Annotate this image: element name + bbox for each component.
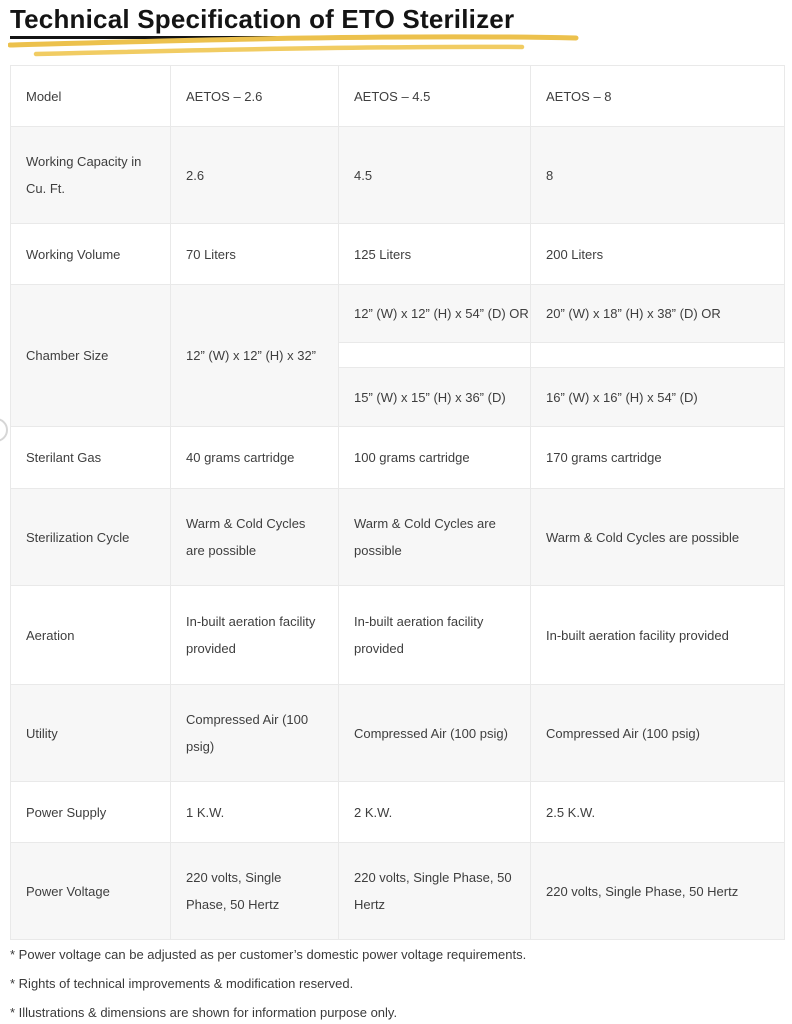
row-label-sterilant-gas: Sterilant Gas: [11, 427, 171, 489]
table-row-aeration: [11, 586, 785, 685]
cell-model-aetos-4-5: AETOS – 4.5: [339, 66, 531, 127]
cell-power-voltage-aetos-8: 220 volts, Single Phase, 50 Hertz: [531, 843, 785, 940]
cell-power-voltage-aetos-2-6: 220 volts, Single Phase, 50 Hertz: [171, 843, 339, 940]
footnote-power-voltage: * Power voltage can be adjusted as per customer’s domestic power voltage requirements.: [10, 947, 527, 962]
cell-utility-aetos-4-5: Compressed Air (100 psig): [339, 685, 531, 782]
table-row-utility: [11, 685, 785, 782]
table-row-power-voltage: [11, 843, 785, 940]
cell-chamber-size-aetos-2-6: 12” (W) x 12” (H) x 32”: [171, 285, 339, 427]
cell-working-capacity-aetos-8: 8: [531, 127, 785, 224]
footnotes: [10, 940, 792, 1024]
chamber-size-spacer-cell: [531, 343, 785, 368]
cell-chamber-size-aetos-4-5-option-1: 12” (W) x 12” (H) x 54” (D) OR: [339, 285, 531, 343]
footnote-illustrations: * Illustrations & dimensions are shown for information purpose only.: [10, 1005, 398, 1020]
row-label-utility: Utility: [11, 685, 171, 782]
cell-sterilant-gas-aetos-8: 170 grams cartridge: [531, 427, 785, 489]
cell-working-volume-aetos-2-6: 70 Liters: [171, 224, 339, 285]
edge-floating-widget[interactable]: [0, 418, 8, 442]
cell-model-aetos-8: AETOS – 8: [531, 66, 785, 127]
row-label-aeration: Aeration: [11, 586, 171, 685]
cell-power-voltage-aetos-4-5: 220 volts, Single Phase, 50 Hertz: [339, 843, 531, 940]
cell-sterilization-cycle-aetos-8: Warm & Cold Cycles are possible: [531, 489, 785, 586]
chamber-size-spacer-cell: [339, 343, 531, 368]
table-row-working-capacity: [11, 127, 785, 224]
table-row-sterilization-cycle: [11, 489, 785, 586]
cell-power-supply-aetos-4-5: 2 K.W.: [339, 782, 531, 843]
row-label-working-capacity: Working Capacity in Cu. Ft.: [11, 127, 171, 224]
specification-table: [10, 65, 785, 940]
row-label-power-voltage: Power Voltage: [11, 843, 171, 940]
cell-working-volume-aetos-8: 200 Liters: [531, 224, 785, 285]
row-label-chamber-size: Chamber Size: [11, 285, 171, 427]
table-row-working-volume: [11, 224, 785, 285]
cell-sterilization-cycle-aetos-4-5: Warm & Cold Cycles are possible: [339, 489, 531, 586]
table-row-power-supply: [11, 782, 785, 843]
cell-aeration-aetos-2-6: In-built aeration facility provided: [171, 586, 339, 685]
row-label-model: Model: [11, 66, 171, 127]
cell-sterilant-gas-aetos-4-5: 100 grams cartridge: [339, 427, 531, 489]
cell-aeration-aetos-8: In-built aeration facility provided: [531, 586, 785, 685]
cell-chamber-size-aetos-4-5-option-2: 15” (W) x 15” (H) x 36” (D): [339, 368, 531, 427]
table-row-chamber-size-option-1: [11, 285, 785, 343]
table-row-model: [11, 66, 785, 127]
cell-power-supply-aetos-8: 2.5 K.W.: [531, 782, 785, 843]
row-label-sterilization-cycle: Sterilization Cycle: [11, 489, 171, 586]
footnote-rights: * Rights of technical improvements & modification reserved.: [10, 976, 354, 991]
cell-sterilant-gas-aetos-2-6: 40 grams cartridge: [171, 427, 339, 489]
cell-utility-aetos-8: Compressed Air (100 psig): [531, 685, 785, 782]
cell-chamber-size-aetos-8-option-2: 16” (W) x 16” (H) x 54” (D): [531, 368, 785, 427]
cell-chamber-size-aetos-8-option-1: 20” (W) x 18” (H) x 38” (D) OR: [531, 285, 785, 343]
cell-utility-aetos-2-6: Compressed Air (100 psig): [171, 685, 339, 782]
row-label-working-volume: Working Volume: [11, 224, 171, 285]
cell-working-capacity-aetos-2-6: 2.6: [171, 127, 339, 224]
table-row-sterilant-gas: [11, 427, 785, 489]
page-title: Technical Specification of ETO Sterilizer: [10, 5, 514, 39]
page-header: [0, 0, 792, 65]
cell-power-supply-aetos-2-6: 1 K.W.: [171, 782, 339, 843]
cell-working-volume-aetos-4-5: 125 Liters: [339, 224, 531, 285]
row-label-power-supply: Power Supply: [11, 782, 171, 843]
cell-model-aetos-2-6: AETOS – 2.6: [171, 66, 339, 127]
cell-aeration-aetos-4-5: In-built aeration facility provided: [339, 586, 531, 685]
cell-working-capacity-aetos-4-5: 4.5: [339, 127, 531, 224]
cell-sterilization-cycle-aetos-2-6: Warm & Cold Cycles are possible: [171, 489, 339, 586]
